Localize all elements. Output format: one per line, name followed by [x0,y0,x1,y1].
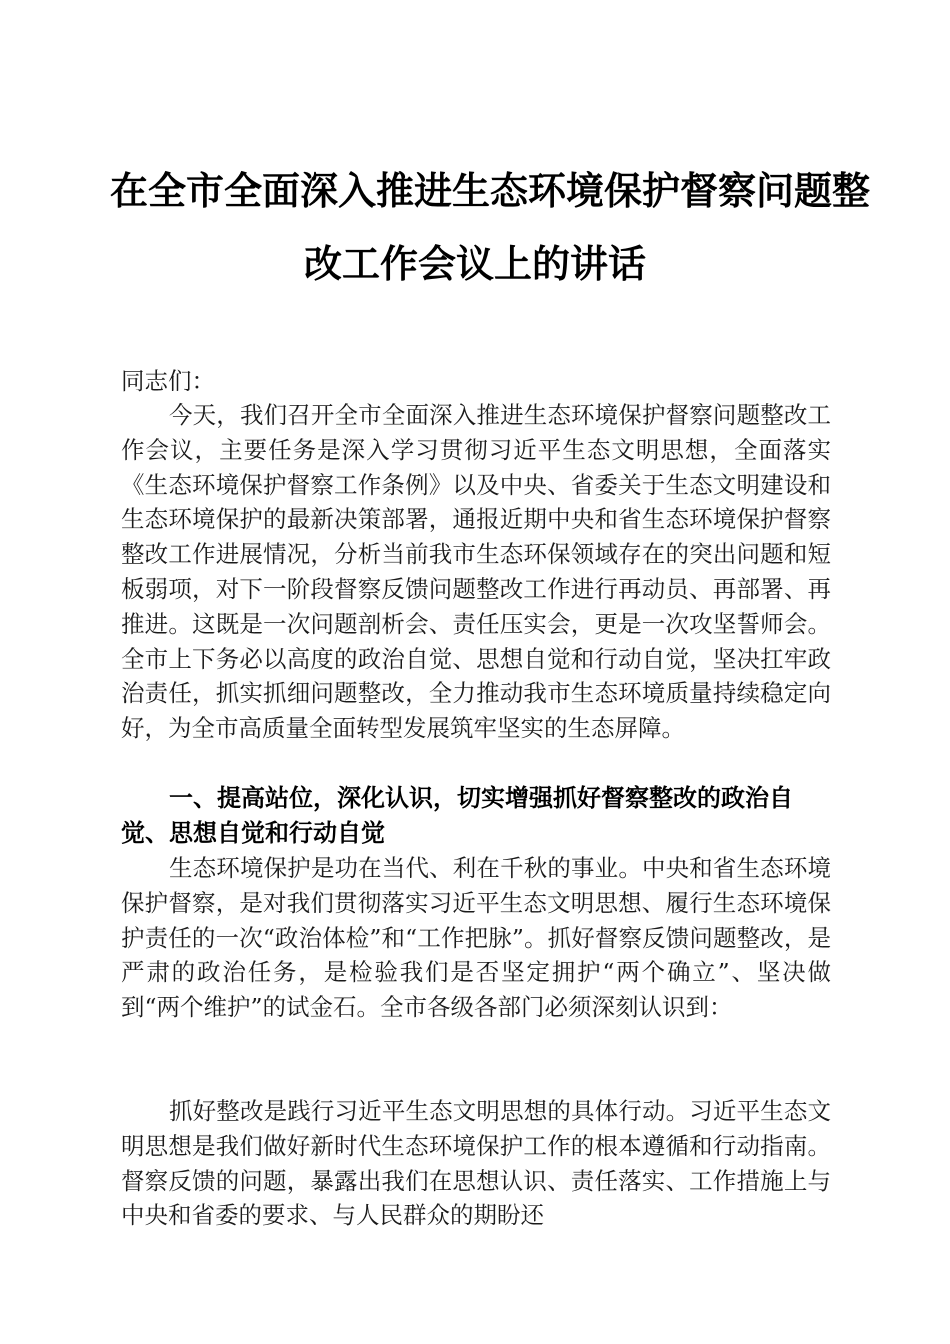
section-heading-1: 一、提高站位，深化认识，切实增强抓好督察整改的政治自觉、思想自觉和行动自觉 [121,784,793,847]
document-title-line-2: 改工作会议上的讲话 [303,241,646,286]
paragraph-intro: 今天，我们召开全市全面深入推进生态环境保护督察问题整改工作会议，主要任务是深入学习贯彻习近平生态文明思想，全面落实《生态环境保护督察工作条例》以及中央、省委关于生态文明建设和生态环境保护的最新决策部署，通报近期中央和省生态环境保护督察整改工作进展情况，分析当前我市生态环保领域存在的突出问题和短板弱项，对下一阶段督察反馈问题整改工作进行再动员、再部署、再推进。这既是一次问题剖析会、责任压实会，更是一次攻坚誓师会。全市上下务必以高度的政治自觉、思想自觉和行动自觉，坚决扛牢政治责任，抓实抓细问题整改，全力推动我市生态环境质量持续稳定向好，为全市高质量全面转型发展筑牢坚实的生态屏障。 [121,401,831,743]
paragraph-section-1-b: 抓好整改是践行习近平生态文明思想的具体行动。习近平生态文明思想是我们做好新时代生态环境保护工作的根本遵循和行动指南。督察反馈的问题，暴露出我们在思想认识、责任落实、工作措施上与中央和省委的要求、与人民群众的期盼还 [121,1097,831,1230]
greeting: 同志们： [121,367,215,395]
document-title-line-1: 在全市全面深入推进生态环境保护督察问题整 [110,168,871,213]
paragraph-section-1-a: 生态环境保护是功在当代、利在千秋的事业。中央和省生态环境保护督察，是对我们贯彻落实习近平生态文明思想、履行生态环境保护责任的一次“政治体检”和“工作把脉”。抓好督察反馈问题整改，是严肃的政治任务，是检验我们是否坚定拥护“两个确立”、坚决做到“两个维护”的试金石。全市各级各部门必须深刻认识到： [121,854,831,1022]
